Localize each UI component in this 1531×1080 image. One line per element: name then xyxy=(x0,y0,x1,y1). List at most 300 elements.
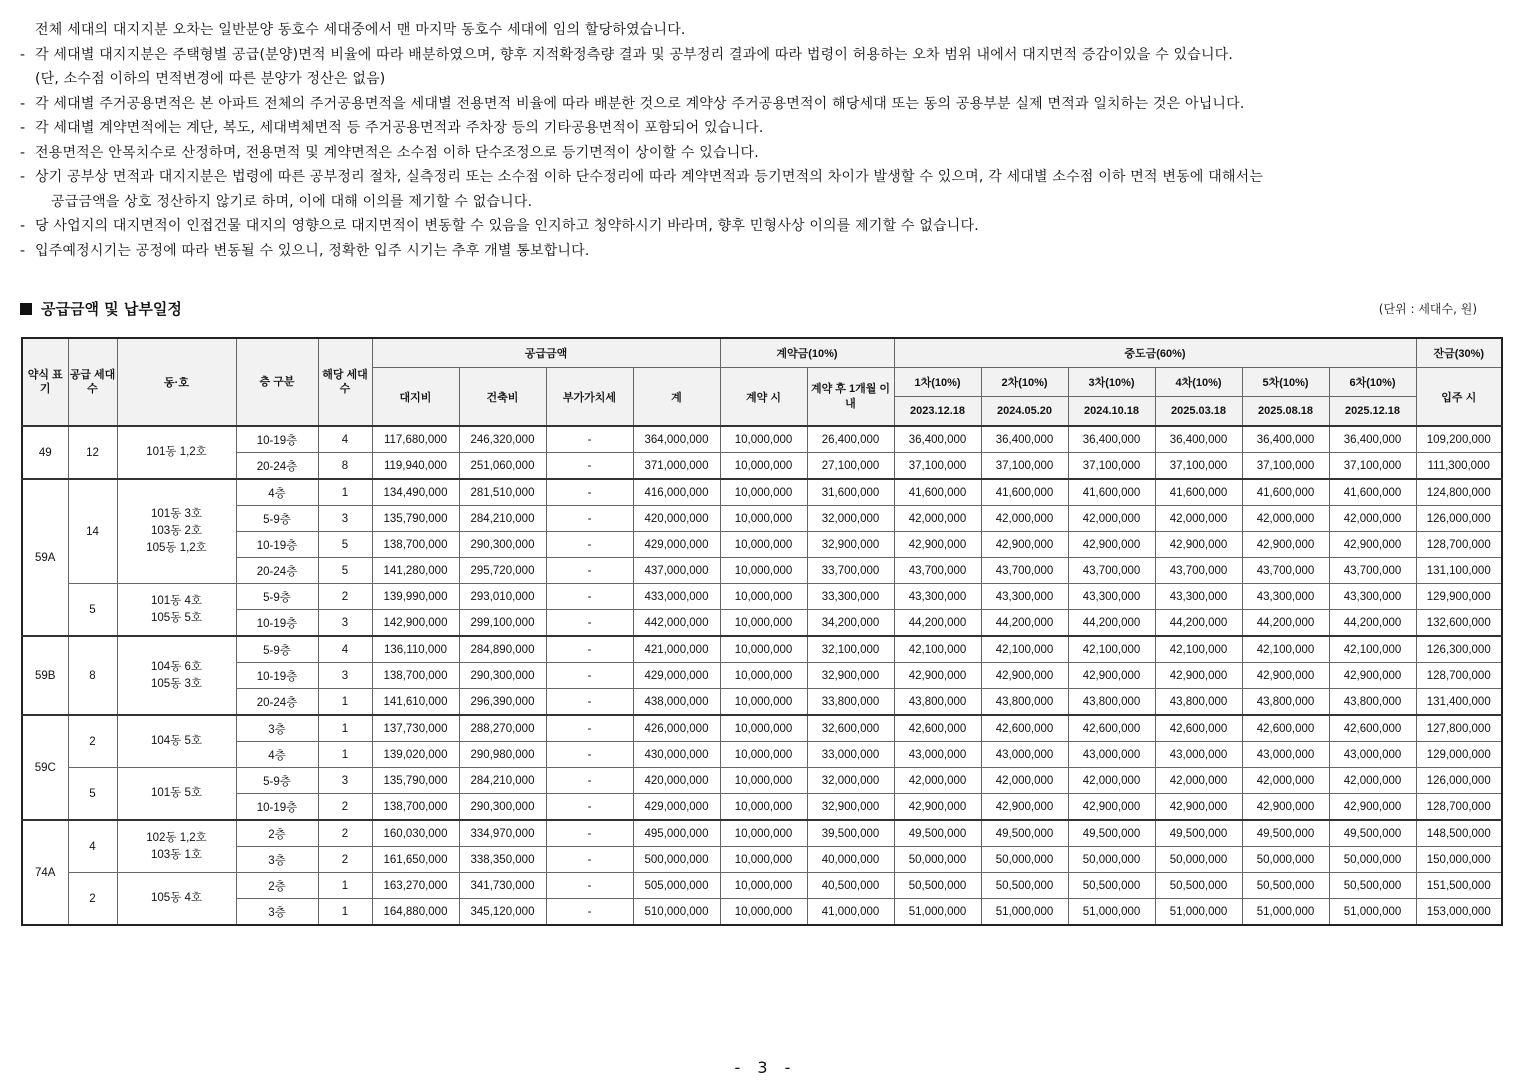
interim-2-cell: 50,500,000 xyxy=(981,873,1068,899)
land-price-cell: 141,610,000 xyxy=(372,689,459,716)
interim-6-cell: 42,000,000 xyxy=(1329,768,1416,794)
interim-6-cell: 42,900,000 xyxy=(1329,794,1416,821)
interim-4-cell: 43,300,000 xyxy=(1155,584,1242,610)
note-text: 상기 공부상 면적과 대지지분은 법령에 따른 공부정리 절차, 실측정리 또는 소수점 이하 단수정리에 따라 계약면적과 등기면적의 차이가 발생할 수 있으며, 각 세대별 소수점 이하 면적 변동에 대해서는 xyxy=(35,169,1264,185)
table-row xyxy=(22,794,1502,821)
interim-1-cell: 42,900,000 xyxy=(894,663,981,689)
units-cell: 1 xyxy=(318,899,372,926)
note-line xyxy=(20,18,1510,43)
notes-section xyxy=(20,18,1510,263)
square-bullet-icon xyxy=(20,303,32,315)
deposit-after-month-cell: 31,600,000 xyxy=(807,479,894,506)
deposit-on-contract-cell: 10,000,000 xyxy=(720,663,807,689)
dong-ho-cell: 104동 6호 105동 3호 xyxy=(117,636,236,715)
interim-5-cell: 42,000,000 xyxy=(1242,768,1329,794)
interim-3-cell: 44,200,000 xyxy=(1068,610,1155,637)
interim-1-cell: 44,200,000 xyxy=(894,610,981,637)
deposit-after-month-cell: 40,500,000 xyxy=(807,873,894,899)
balance-cell: 153,000,000 xyxy=(1416,899,1502,926)
building-price-cell: 281,510,000 xyxy=(459,479,546,506)
units-cell: 1 xyxy=(318,689,372,716)
interim-4-cell: 42,100,000 xyxy=(1155,636,1242,663)
header-interim-4: 4차(10%) xyxy=(1155,368,1242,397)
supply-units-cell: 5 xyxy=(68,584,117,637)
vat-cell: - xyxy=(546,820,633,847)
building-price-cell: 299,100,000 xyxy=(459,610,546,637)
table-body xyxy=(22,426,1502,925)
floor-cell: 3층 xyxy=(236,715,318,742)
note-text: 각 세대별 대지지분은 주택형별 공급(분양)면적 비율에 따라 배분하였으며, 향후 지적확정측량 결과 및 공부정리 결과에 따라 법령이 허용하는 오차 범위 내에서 대지면적 증감이있을 수 있습니다. xyxy=(35,46,1234,63)
building-price-cell: 290,300,000 xyxy=(459,532,546,558)
deposit-on-contract-cell: 10,000,000 xyxy=(720,479,807,506)
interim-2-cell: 43,000,000 xyxy=(981,742,1068,768)
deposit-on-contract-cell: 10,000,000 xyxy=(720,532,807,558)
dong-ho-cell: 101동 5호 xyxy=(117,768,236,821)
total-price-cell: 437,000,000 xyxy=(633,558,720,584)
interim-6-cell: 42,600,000 xyxy=(1329,715,1416,742)
interim-4-cell: 42,900,000 xyxy=(1155,532,1242,558)
section-title: 공급금액 및 납부일정 xyxy=(41,300,182,318)
floor-cell: 10-19층 xyxy=(236,610,318,637)
vat-cell: - xyxy=(546,715,633,742)
table-row xyxy=(22,820,1502,847)
balance-cell: 127,800,000 xyxy=(1416,715,1502,742)
floor-cell: 3층 xyxy=(236,899,318,926)
interim-4-cell: 50,000,000 xyxy=(1155,847,1242,873)
interim-3-cell: 36,400,000 xyxy=(1068,426,1155,453)
header-dong-ho: 동·호 xyxy=(117,338,236,426)
land-price-cell: 164,880,000 xyxy=(372,899,459,926)
deposit-on-contract-cell: 10,000,000 xyxy=(720,715,807,742)
vat-cell: - xyxy=(546,584,633,610)
floor-cell: 5-9층 xyxy=(236,584,318,610)
units-cell: 1 xyxy=(318,715,372,742)
total-price-cell: 429,000,000 xyxy=(633,532,720,558)
table-row xyxy=(22,558,1502,584)
interim-6-cell: 41,600,000 xyxy=(1329,479,1416,506)
table-row xyxy=(22,742,1502,768)
interim-3-cell: 50,500,000 xyxy=(1068,873,1155,899)
building-price-cell: 334,970,000 xyxy=(459,820,546,847)
deposit-after-month-cell: 40,000,000 xyxy=(807,847,894,873)
floor-cell: 10-19층 xyxy=(236,532,318,558)
units-cell: 2 xyxy=(318,584,372,610)
interim-4-cell: 42,000,000 xyxy=(1155,768,1242,794)
deposit-after-month-cell: 32,000,000 xyxy=(807,768,894,794)
interim-4-cell: 43,700,000 xyxy=(1155,558,1242,584)
deposit-after-month-cell: 26,400,000 xyxy=(807,426,894,453)
note-bullet: - xyxy=(20,169,26,185)
land-price-cell: 161,650,000 xyxy=(372,847,459,873)
deposit-after-month-cell: 39,500,000 xyxy=(807,820,894,847)
units-cell: 8 xyxy=(318,453,372,480)
interim-2-cell: 43,800,000 xyxy=(981,689,1068,716)
vat-cell: - xyxy=(546,768,633,794)
supply-units-cell: 8 xyxy=(68,636,117,715)
balance-cell: 150,000,000 xyxy=(1416,847,1502,873)
interim-3-cell: 42,000,000 xyxy=(1068,768,1155,794)
table-row xyxy=(22,689,1502,716)
interim-4-cell: 50,500,000 xyxy=(1155,873,1242,899)
deposit-after-month-cell: 32,600,000 xyxy=(807,715,894,742)
header-building: 건축비 xyxy=(459,368,546,427)
deposit-on-contract-cell: 10,000,000 xyxy=(720,453,807,480)
note-line xyxy=(20,239,1510,264)
note-line xyxy=(20,190,1510,215)
interim-6-cell: 49,500,000 xyxy=(1329,820,1416,847)
note-line xyxy=(20,43,1510,68)
interim-1-cell: 42,900,000 xyxy=(894,794,981,821)
interim-6-cell: 36,400,000 xyxy=(1329,426,1416,453)
floor-cell: 4층 xyxy=(236,742,318,768)
note-text: 전체 세대의 대지지분 오차는 일반분양 동호수 세대중에서 맨 마지막 동호수 세대에 임의 할당하였습니다. xyxy=(35,22,686,38)
building-price-cell: 290,300,000 xyxy=(459,794,546,821)
vat-cell: - xyxy=(546,610,633,637)
deposit-after-month-cell: 41,000,000 xyxy=(807,899,894,926)
land-price-cell: 117,680,000 xyxy=(372,426,459,453)
deposit-after-month-cell: 32,900,000 xyxy=(807,794,894,821)
page-number: - 3 - xyxy=(734,1058,797,1077)
interim-1-cell: 43,300,000 xyxy=(894,584,981,610)
note-text: 공급금액을 상호 정산하지 않기로 하며, 이에 대해 이의를 제기할 수 없습니다. xyxy=(51,193,533,210)
note-text: (단, 소수점 이하의 면적변경에 따른 분양가 정산은 없음) xyxy=(35,71,386,87)
interim-2-cell: 42,100,000 xyxy=(981,636,1068,663)
interim-5-cell: 43,700,000 xyxy=(1242,558,1329,584)
building-price-cell: 338,350,000 xyxy=(459,847,546,873)
table-row xyxy=(22,584,1502,610)
balance-cell: 109,200,000 xyxy=(1416,426,1502,453)
units-cell: 5 xyxy=(318,558,372,584)
vat-cell: - xyxy=(546,899,633,926)
land-price-cell: 142,900,000 xyxy=(372,610,459,637)
interim-5-cell: 44,200,000 xyxy=(1242,610,1329,637)
vat-cell: - xyxy=(546,794,633,821)
land-price-cell: 139,020,000 xyxy=(372,742,459,768)
total-price-cell: 505,000,000 xyxy=(633,873,720,899)
header-supply-amount: 공급금액 xyxy=(372,338,720,368)
header-move-in: 입주 시 xyxy=(1416,368,1502,427)
vat-cell: - xyxy=(546,506,633,532)
interim-2-cell: 42,900,000 xyxy=(981,794,1068,821)
table-row xyxy=(22,532,1502,558)
interim-4-cell: 42,000,000 xyxy=(1155,506,1242,532)
deposit-after-month-cell: 32,900,000 xyxy=(807,663,894,689)
balance-cell: 131,400,000 xyxy=(1416,689,1502,716)
note-text: 각 세대별 계약면적에는 계단, 복도, 세대벽체면적 등 주거공용면적과 주차장 등의 기타공용면적이 포함되어 있습니다. xyxy=(35,120,764,136)
table-row xyxy=(22,847,1502,873)
header-interim-3: 3차(10%) xyxy=(1068,368,1155,397)
interim-5-cell: 42,100,000 xyxy=(1242,636,1329,663)
balance-cell: 126,300,000 xyxy=(1416,636,1502,663)
table-row xyxy=(22,426,1502,453)
header-on-contract: 계약 시 xyxy=(720,368,807,427)
land-price-cell: 163,270,000 xyxy=(372,873,459,899)
dong-ho-cell: 101동 4호 105동 5호 xyxy=(117,584,236,637)
interim-5-cell: 42,600,000 xyxy=(1242,715,1329,742)
table-row xyxy=(22,610,1502,637)
header-floor: 층 구분 xyxy=(236,338,318,426)
interim-2-cell: 44,200,000 xyxy=(981,610,1068,637)
units-cell: 3 xyxy=(318,663,372,689)
header-interim-1-date: 2023.12.18 xyxy=(894,397,981,427)
floor-cell: 2층 xyxy=(236,873,318,899)
vat-cell: - xyxy=(546,453,633,480)
interim-2-cell: 49,500,000 xyxy=(981,820,1068,847)
interim-6-cell: 43,800,000 xyxy=(1329,689,1416,716)
header-interim-5: 5차(10%) xyxy=(1242,368,1329,397)
interim-6-cell: 42,900,000 xyxy=(1329,663,1416,689)
interim-3-cell: 42,900,000 xyxy=(1068,532,1155,558)
header-after-month: 계약 후 1개월 이내 xyxy=(807,368,894,427)
vat-cell: - xyxy=(546,663,633,689)
note-bullet: - xyxy=(20,242,26,259)
header-interim-3-date: 2024.10.18 xyxy=(1068,397,1155,427)
balance-cell: 129,900,000 xyxy=(1416,584,1502,610)
table-row xyxy=(22,636,1502,663)
vat-cell: - xyxy=(546,532,633,558)
interim-3-cell: 42,000,000 xyxy=(1068,506,1155,532)
balance-cell: 132,600,000 xyxy=(1416,610,1502,637)
interim-6-cell: 42,100,000 xyxy=(1329,636,1416,663)
units-cell: 3 xyxy=(318,768,372,794)
dong-ho-cell: 102동 1,2호 103동 1호 xyxy=(117,820,236,873)
header-interim-6: 6차(10%) xyxy=(1329,368,1416,397)
interim-1-cell: 42,900,000 xyxy=(894,532,981,558)
floor-cell: 20-24층 xyxy=(236,558,318,584)
note-line xyxy=(20,92,1510,117)
interim-5-cell: 51,000,000 xyxy=(1242,899,1329,926)
units-cell: 1 xyxy=(318,742,372,768)
deposit-on-contract-cell: 10,000,000 xyxy=(720,899,807,926)
total-price-cell: 510,000,000 xyxy=(633,899,720,926)
deposit-on-contract-cell: 10,000,000 xyxy=(720,742,807,768)
deposit-on-contract-cell: 10,000,000 xyxy=(720,610,807,637)
interim-5-cell: 42,000,000 xyxy=(1242,506,1329,532)
interim-1-cell: 43,800,000 xyxy=(894,689,981,716)
header-abbr: 약식 표기 xyxy=(22,338,68,426)
total-price-cell: 420,000,000 xyxy=(633,768,720,794)
units-cell: 1 xyxy=(318,479,372,506)
note-bullet: - xyxy=(20,120,26,136)
vat-cell: - xyxy=(546,558,633,584)
interim-4-cell: 42,900,000 xyxy=(1155,663,1242,689)
total-price-cell: 371,000,000 xyxy=(633,453,720,480)
header-land: 대지비 xyxy=(372,368,459,427)
land-price-cell: 135,790,000 xyxy=(372,768,459,794)
interim-3-cell: 42,100,000 xyxy=(1068,636,1155,663)
note-line xyxy=(20,214,1510,239)
balance-cell: 126,000,000 xyxy=(1416,506,1502,532)
land-price-cell: 135,790,000 xyxy=(372,506,459,532)
supply-units-cell: 5 xyxy=(68,768,117,821)
section-heading xyxy=(20,296,182,322)
interim-5-cell: 37,100,000 xyxy=(1242,453,1329,480)
vat-cell: - xyxy=(546,636,633,663)
building-price-cell: 284,890,000 xyxy=(459,636,546,663)
table-row xyxy=(22,479,1502,506)
deposit-on-contract-cell: 10,000,000 xyxy=(720,426,807,453)
deposit-after-month-cell: 34,200,000 xyxy=(807,610,894,637)
interim-1-cell: 49,500,000 xyxy=(894,820,981,847)
total-price-cell: 426,000,000 xyxy=(633,715,720,742)
interim-1-cell: 42,000,000 xyxy=(894,506,981,532)
deposit-on-contract-cell: 10,000,000 xyxy=(720,584,807,610)
supply-units-cell: 4 xyxy=(68,820,117,873)
land-price-cell: 160,030,000 xyxy=(372,820,459,847)
dong-ho-cell: 101동 3호 103동 2호 105동 1,2호 xyxy=(117,479,236,584)
balance-cell: 111,300,000 xyxy=(1416,453,1502,480)
note-line xyxy=(20,141,1510,166)
type-abbr-cell: 74A xyxy=(22,820,68,925)
total-price-cell: 416,000,000 xyxy=(633,479,720,506)
interim-2-cell: 42,000,000 xyxy=(981,506,1068,532)
land-price-cell: 138,700,000 xyxy=(372,532,459,558)
balance-cell: 131,100,000 xyxy=(1416,558,1502,584)
interim-2-cell: 43,300,000 xyxy=(981,584,1068,610)
interim-5-cell: 41,600,000 xyxy=(1242,479,1329,506)
building-price-cell: 290,300,000 xyxy=(459,663,546,689)
interim-5-cell: 50,500,000 xyxy=(1242,873,1329,899)
deposit-on-contract-cell: 10,000,000 xyxy=(720,506,807,532)
units-cell: 3 xyxy=(318,610,372,637)
building-price-cell: 296,390,000 xyxy=(459,689,546,716)
interim-1-cell: 42,100,000 xyxy=(894,636,981,663)
building-price-cell: 345,120,000 xyxy=(459,899,546,926)
total-price-cell: 495,000,000 xyxy=(633,820,720,847)
total-price-cell: 438,000,000 xyxy=(633,689,720,716)
interim-4-cell: 43,000,000 xyxy=(1155,742,1242,768)
interim-2-cell: 41,600,000 xyxy=(981,479,1068,506)
interim-3-cell: 42,600,000 xyxy=(1068,715,1155,742)
header-interim-2: 2차(10%) xyxy=(981,368,1068,397)
interim-4-cell: 36,400,000 xyxy=(1155,426,1242,453)
land-price-cell: 139,990,000 xyxy=(372,584,459,610)
building-price-cell: 288,270,000 xyxy=(459,715,546,742)
interim-1-cell: 43,700,000 xyxy=(894,558,981,584)
total-price-cell: 500,000,000 xyxy=(633,847,720,873)
interim-5-cell: 43,800,000 xyxy=(1242,689,1329,716)
interim-3-cell: 51,000,000 xyxy=(1068,899,1155,926)
note-text: 입주예정시기는 공정에 따라 변동될 수 있으니, 정확한 입주 시기는 추후 개별 통보합니다. xyxy=(35,242,590,259)
interim-1-cell: 41,600,000 xyxy=(894,479,981,506)
table-row xyxy=(22,899,1502,926)
interim-6-cell: 51,000,000 xyxy=(1329,899,1416,926)
deposit-on-contract-cell: 10,000,000 xyxy=(720,820,807,847)
floor-cell: 2층 xyxy=(236,820,318,847)
vat-cell: - xyxy=(546,847,633,873)
header-units: 해당 세대수 xyxy=(318,338,372,426)
interim-4-cell: 44,200,000 xyxy=(1155,610,1242,637)
interim-6-cell: 42,900,000 xyxy=(1329,532,1416,558)
note-line xyxy=(20,67,1510,92)
interim-6-cell: 50,500,000 xyxy=(1329,873,1416,899)
deposit-on-contract-cell: 10,000,000 xyxy=(720,873,807,899)
balance-cell: 126,000,000 xyxy=(1416,768,1502,794)
table-row xyxy=(22,768,1502,794)
building-price-cell: 246,320,000 xyxy=(459,426,546,453)
interim-6-cell: 44,200,000 xyxy=(1329,610,1416,637)
header-supply-units: 공급 세대 수 xyxy=(68,338,117,426)
supply-units-cell: 12 xyxy=(68,426,117,479)
deposit-on-contract-cell: 10,000,000 xyxy=(720,794,807,821)
deposit-on-contract-cell: 10,000,000 xyxy=(720,768,807,794)
floor-cell: 10-19층 xyxy=(236,794,318,821)
type-abbr-cell: 59A xyxy=(22,479,68,636)
unit-note: (단위 : 세대수, 원) xyxy=(1378,302,1477,316)
type-abbr-cell: 59B xyxy=(22,636,68,715)
total-price-cell: 430,000,000 xyxy=(633,742,720,768)
balance-cell: 129,000,000 xyxy=(1416,742,1502,768)
deposit-on-contract-cell: 10,000,000 xyxy=(720,636,807,663)
floor-cell: 5-9층 xyxy=(236,636,318,663)
balance-cell: 148,500,000 xyxy=(1416,820,1502,847)
interim-4-cell: 49,500,000 xyxy=(1155,820,1242,847)
units-cell: 2 xyxy=(318,820,372,847)
units-cell: 4 xyxy=(318,636,372,663)
deposit-after-month-cell: 33,300,000 xyxy=(807,584,894,610)
interim-3-cell: 43,000,000 xyxy=(1068,742,1155,768)
interim-5-cell: 43,000,000 xyxy=(1242,742,1329,768)
interim-2-cell: 43,700,000 xyxy=(981,558,1068,584)
interim-6-cell: 37,100,000 xyxy=(1329,453,1416,480)
header-interim-4-date: 2025.03.18 xyxy=(1155,397,1242,427)
vat-cell: - xyxy=(546,479,633,506)
header-interim-6-date: 2025.12.18 xyxy=(1329,397,1416,427)
supply-units-cell: 2 xyxy=(68,715,117,768)
land-price-cell: 138,700,000 xyxy=(372,663,459,689)
interim-6-cell: 43,300,000 xyxy=(1329,584,1416,610)
interim-2-cell: 51,000,000 xyxy=(981,899,1068,926)
interim-3-cell: 43,300,000 xyxy=(1068,584,1155,610)
header-deposit: 계약금(10%) xyxy=(720,338,894,368)
interim-2-cell: 42,900,000 xyxy=(981,532,1068,558)
note-bullet: - xyxy=(20,95,26,112)
header-interim: 중도금(60%) xyxy=(894,338,1416,368)
floor-cell: 4층 xyxy=(236,479,318,506)
header-interim-2-date: 2024.05.20 xyxy=(981,397,1068,427)
interim-4-cell: 41,600,000 xyxy=(1155,479,1242,506)
interim-4-cell: 42,600,000 xyxy=(1155,715,1242,742)
interim-4-cell: 42,900,000 xyxy=(1155,794,1242,821)
interim-3-cell: 42,900,000 xyxy=(1068,794,1155,821)
vat-cell: - xyxy=(546,426,633,453)
interim-6-cell: 43,000,000 xyxy=(1329,742,1416,768)
interim-2-cell: 42,000,000 xyxy=(981,768,1068,794)
units-cell: 4 xyxy=(318,426,372,453)
vat-cell: - xyxy=(546,689,633,716)
interim-5-cell: 36,400,000 xyxy=(1242,426,1329,453)
interim-5-cell: 43,300,000 xyxy=(1242,584,1329,610)
floor-cell: 5-9층 xyxy=(236,768,318,794)
interim-1-cell: 37,100,000 xyxy=(894,453,981,480)
interim-3-cell: 41,600,000 xyxy=(1068,479,1155,506)
supply-units-cell: 2 xyxy=(68,873,117,926)
interim-1-cell: 42,000,000 xyxy=(894,768,981,794)
type-abbr-cell: 59C xyxy=(22,715,68,820)
building-price-cell: 293,010,000 xyxy=(459,584,546,610)
interim-2-cell: 37,100,000 xyxy=(981,453,1068,480)
interim-5-cell: 42,900,000 xyxy=(1242,532,1329,558)
total-price-cell: 364,000,000 xyxy=(633,426,720,453)
interim-4-cell: 37,100,000 xyxy=(1155,453,1242,480)
table-row xyxy=(22,453,1502,480)
balance-cell: 128,700,000 xyxy=(1416,532,1502,558)
interim-3-cell: 43,800,000 xyxy=(1068,689,1155,716)
deposit-after-month-cell: 33,700,000 xyxy=(807,558,894,584)
deposit-after-month-cell: 33,000,000 xyxy=(807,742,894,768)
interim-3-cell: 42,900,000 xyxy=(1068,663,1155,689)
interim-3-cell: 49,500,000 xyxy=(1068,820,1155,847)
